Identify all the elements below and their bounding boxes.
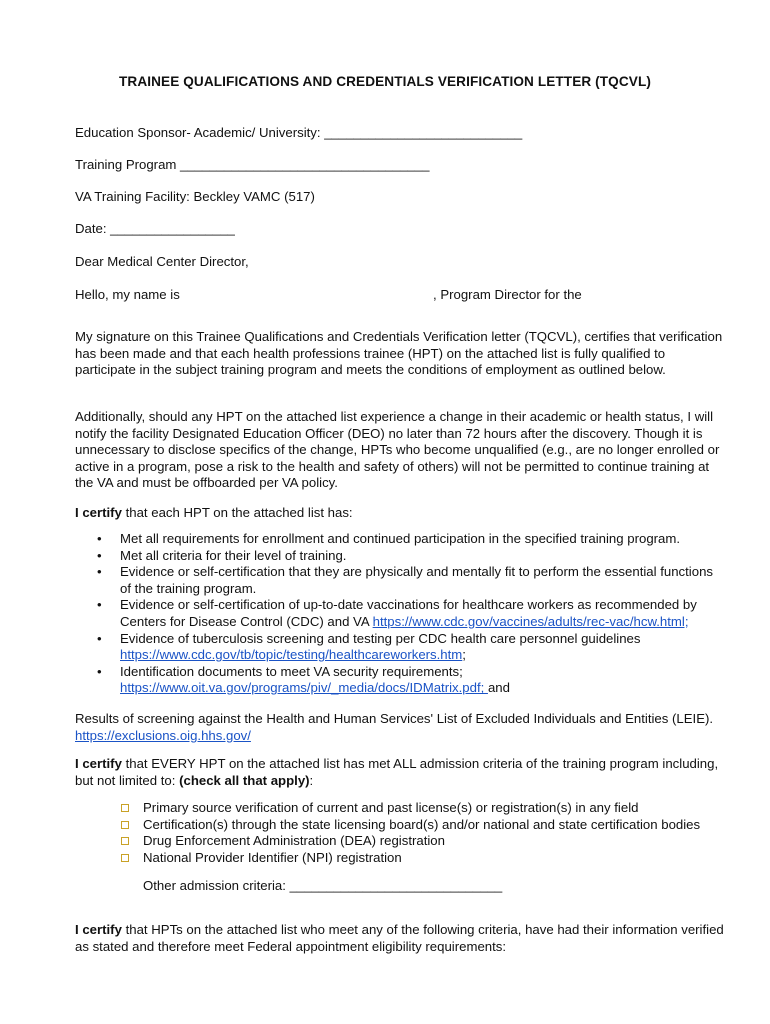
bullet-icon: • bbox=[97, 531, 102, 546]
bullet-icon: • bbox=[97, 564, 102, 580]
sponsor-field[interactable]: Education Sponsor- Academic/ University: ___________________________ bbox=[75, 125, 523, 140]
checkbox-icon[interactable] bbox=[121, 804, 129, 812]
checkbox-icon[interactable] bbox=[121, 821, 129, 829]
list-item: • Identification documents to meet VA security requirements; https://www.oit.va.gov/programs/piv/_media/docs/IDMatrix.pdf; and bbox=[97, 663, 510, 696]
certify-federal-paragraph: I certify that HPTs on the attached list who meet any of the following criteria, have had their information verified as stated and therefore meet Federal appointment eligibility requirements: bbox=[75, 922, 724, 954]
leie-paragraph: Results of screening against the Health and Human Services' List of Excluded Individuals and Entities (LEIE). https://exclusions.oig.hhs.gov/ bbox=[75, 711, 714, 743]
bullet-icon: • bbox=[97, 597, 102, 613]
date-field[interactable]: Date: _________________ bbox=[75, 221, 235, 236]
program-field[interactable]: Training Program __________________________________ bbox=[75, 157, 430, 172]
list-item: • Evidence or self-certification of up-to-date vaccinations for healthcare workers as recommended by Centers for Disease Control (CDC) and VA https://www.cdc.gov/vaccines/adults/rec-vac/hcw.html; bbox=[97, 597, 697, 629]
checkbox-item-certification[interactable]: Certification(s) through the state licensing board(s) and/or national and state certification bodies bbox=[118, 817, 718, 834]
list-item: • Evidence or self-certification that they are physically and mentally fit to perform the essential functions of the training program. bbox=[97, 564, 713, 596]
certify-bold: I certify bbox=[75, 505, 122, 520]
paragraph-signature: My signature on this Trainee Qualifications and Credentials Verification letter (TQCVL), certifies that verification has been made and that each health professions trainee (HPT) on the attached list is fully qualified to participate in the subject training program and meets the conditions of employment as outlined below. bbox=[75, 329, 723, 378]
list-item: • Evidence of tuberculosis screening and testing per CDC health care personnel guidelines https://www.cdc.gov/tb/topic/testing/healthcareworkers.htm; bbox=[97, 630, 641, 663]
paragraph-additionally: Additionally, should any HPT on the attached list experience a change in their academic or health status, I will notify the facility Designated Education Officer (DEO) no later than 72 hours after the discovery. Though it is unnecessary to disclose specifics of the change, HPTs who become unqualified (e.g., are no longer enrolled or active in a program, pose a risk to the health and safety of others) will not be permitted to continue training at the VA and must be offboarded per VA policy. bbox=[75, 409, 720, 491]
cdc-vaccines-link[interactable]: https://www.cdc.gov/vaccines/adults/rec-vac/hcw.html; bbox=[372, 613, 689, 629]
admission-criteria-checklist bbox=[118, 800, 718, 866]
checkbox-icon[interactable] bbox=[121, 854, 129, 862]
certify-each-hpt bbox=[75, 505, 353, 522]
bullet-icon: • bbox=[97, 663, 102, 679]
leie-link[interactable]: https://exclusions.oig.hhs.gov/ bbox=[75, 727, 251, 743]
certify-text: that each HPT on the attached list has: bbox=[121, 505, 353, 520]
document-title: TRAINEE QUALIFICATIONS AND CREDENTIALS VERIFICATION LETTER (TQCVL) bbox=[119, 74, 651, 89]
list-item: • Met all criteria for their level of training. bbox=[97, 547, 347, 563]
other-criteria-field[interactable]: Other admission criteria: _____________________________ bbox=[143, 878, 503, 893]
requirements-list bbox=[75, 531, 715, 697]
cdc-tb-link[interactable]: https://www.cdc.gov/tb/topic/testing/healthcareworkers.htm bbox=[120, 647, 463, 663]
hello-prefix: Hello, my name is bbox=[75, 287, 180, 302]
hello-suffix: , Program Director for the bbox=[433, 287, 582, 302]
salutation: Dear Medical Center Director, bbox=[75, 254, 249, 269]
facility-line: VA Training Facility: Beckley VAMC (517) bbox=[75, 189, 315, 204]
list-item: • Met all requirements for enrollment and continued participation in the specified training program. bbox=[97, 531, 681, 546]
checkbox-item-npi[interactable]: National Provider Identifier (NPI) registration bbox=[118, 850, 718, 867]
checkbox-item-dea[interactable]: Drug Enforcement Administration (DEA) registration bbox=[118, 833, 718, 850]
checkbox-icon[interactable] bbox=[121, 837, 129, 845]
va-id-matrix-link[interactable]: https://www.oit.va.gov/programs/piv/_media/docs/IDMatrix.pdf; bbox=[120, 680, 488, 696]
certify-admission-paragraph: I certify that EVERY HPT on the attached list has met ALL admission criteria of the training program including, but not limited to: (check all that apply): bbox=[75, 756, 719, 788]
bullet-icon: • bbox=[97, 547, 102, 563]
checkbox-item-primary-source[interactable]: Primary source verification of current and past license(s) or registration(s) in any field bbox=[118, 800, 718, 817]
bullet-icon: • bbox=[97, 630, 102, 646]
